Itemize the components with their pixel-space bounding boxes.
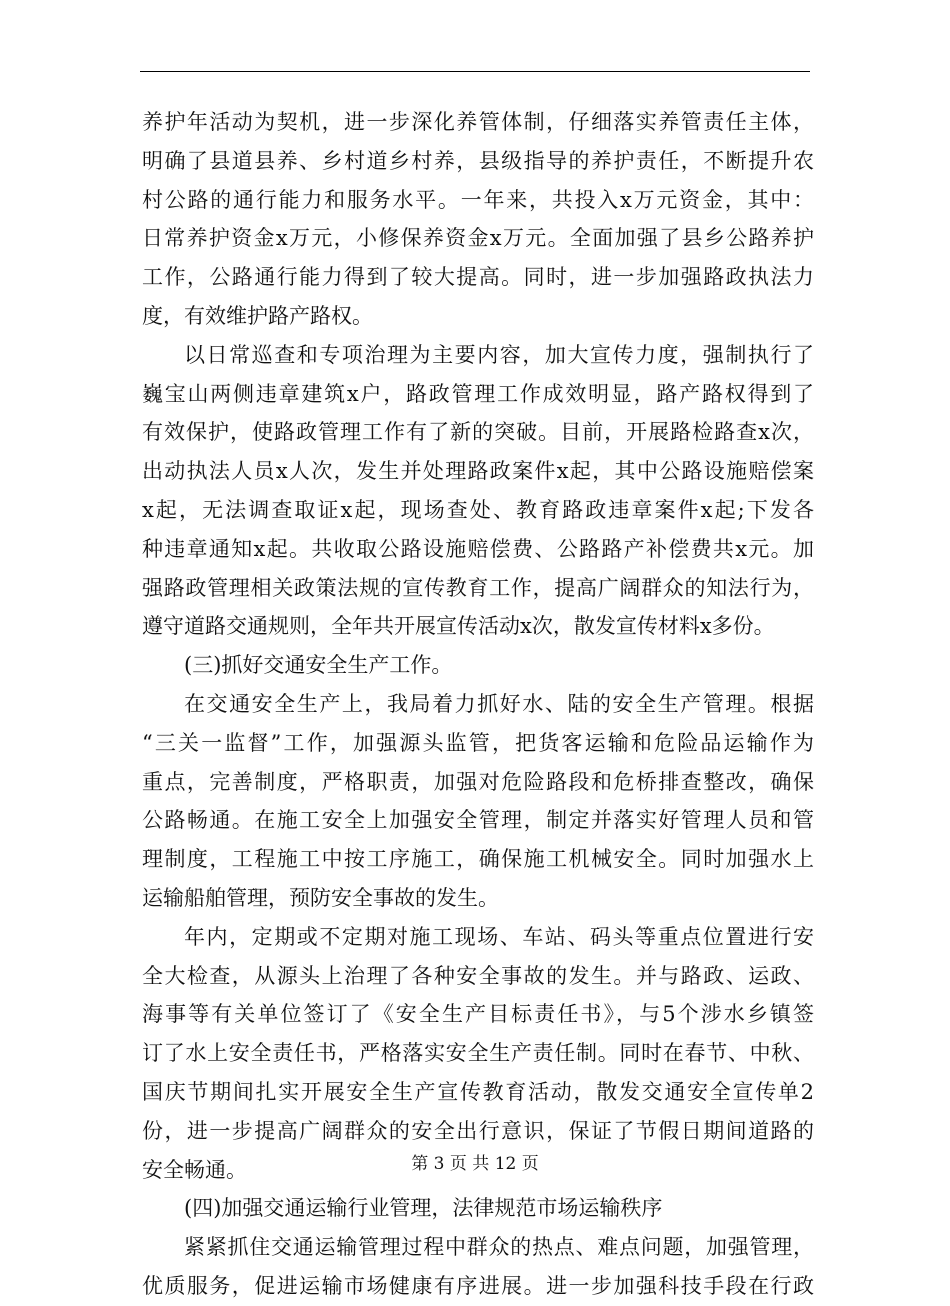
- text-line: 优质服务，促进运输市场健康有序进展。进一步加强科技手段在行政: [142, 1273, 814, 1298]
- text-line: 重点，完善制度，严格职责，加强对危险路段和危桥排查整改，确保: [142, 769, 814, 794]
- text-line: 巍宝山两侧违章建筑x户，路政管理工作成效明显，路产路权得到了: [142, 381, 814, 406]
- text-line: x起，无法调查取证x起，现场查处、教育路政违章案件x起;下发各: [142, 497, 814, 522]
- text-line: 国庆节期间扎实开展安全生产宣传教育活动，散发交通安全宣传单2: [142, 1079, 814, 1104]
- text-line: “三关一监督”工作，加强源头监管，把货客运输和危险品运输作为: [142, 730, 814, 755]
- paragraph: [142, 646, 814, 685]
- text-line: 订了水上安全责任书，严格落实安全生产责任制。同时在春节、中秋、: [142, 1041, 814, 1066]
- paragraph: [142, 1189, 814, 1228]
- text-line: 公路畅通。在施工安全上加强安全管理，制定并落实好管理人员和管: [142, 808, 814, 833]
- text-line: 份，进一步提高广阔群众的安全出行意识，保证了节假日期间道路的: [142, 1118, 814, 1143]
- paragraph: [142, 918, 814, 1190]
- text-line: 紧紧抓住交通运输管理过程中群众的热点、难点问题，加强管理，: [184, 1235, 814, 1260]
- text-line: (三)抓好交通安全生产工作。: [184, 653, 453, 678]
- text-line: 出动执法人员x人次，发生并处理路政案件x起，其中公路设施赔偿案: [142, 459, 814, 484]
- paragraph: [142, 1228, 814, 1306]
- text-line: 运输船舶管理，预防安全事故的发生。: [142, 885, 499, 910]
- text-line: 遵守道路交通规则，全年共开展宣传活动x次，散发宣传材料x多份。: [142, 614, 775, 639]
- text-line: 在交通安全生产上，我局着力抓好水、陆的安全生产管理。根据: [184, 691, 814, 716]
- text-line: 海事等有关单位签订了《安全生产目标责任书》，与5个涉水乡镇签: [142, 1002, 814, 1027]
- page-number-footer: 第 3 页 共 12 页: [411, 1154, 539, 1174]
- paragraph: [142, 685, 814, 918]
- text-line: 理制度，工程施工中按工序施工，确保施工机械安全。同时加强水上: [142, 847, 814, 872]
- text-line: 度，有效维护路产路权。: [142, 303, 373, 328]
- text-line: 村公路的通行能力和服务水平。一年来，共投入x万元资金，其中：: [142, 187, 814, 212]
- header-rule: [140, 71, 810, 72]
- paragraph: [142, 103, 814, 336]
- text-line: 强路政管理相关政策法规的宣传教育工作，提高广阔群众的知法行为，: [142, 575, 814, 600]
- text-line: 明确了县道县养、乡村道乡村养，县级指导的养护责任，不断提升农: [142, 148, 814, 173]
- text-line: 全大检查，从源头上治理了各种安全事故的发生。并与路政、运政、: [142, 963, 814, 988]
- document-body: [142, 103, 814, 1306]
- text-line: 工作，公路通行能力得到了较大提高。同时，进一步加强路政执法力: [142, 265, 814, 290]
- paragraph: [142, 336, 814, 646]
- text-line: (四)加强交通运输行业管理，法律规范市场运输秩序: [184, 1196, 663, 1221]
- text-line: 养护年活动为契机，进一步深化养管体制，仔细落实养管责任主体，: [142, 110, 814, 134]
- text-line: 有效保护，使路政管理工作有了新的突破。目前，开展路检路查x次，: [142, 420, 814, 445]
- text-line: 日常养护资金x万元，小修保养资金x万元。全面加强了县乡公路养护: [142, 226, 814, 251]
- text-line: 年内，定期或不定期对施工现场、车站、码头等重点位置进行安: [184, 924, 814, 949]
- text-line: 种违章通知x起。共收取公路设施赔偿费、公路路产补偿费共x元。加: [142, 536, 814, 561]
- text-line: 以日常巡查和专项治理为主要内容，加大宣传力度，强制执行了: [184, 342, 814, 367]
- text-line: 安全畅通。: [142, 1157, 247, 1182]
